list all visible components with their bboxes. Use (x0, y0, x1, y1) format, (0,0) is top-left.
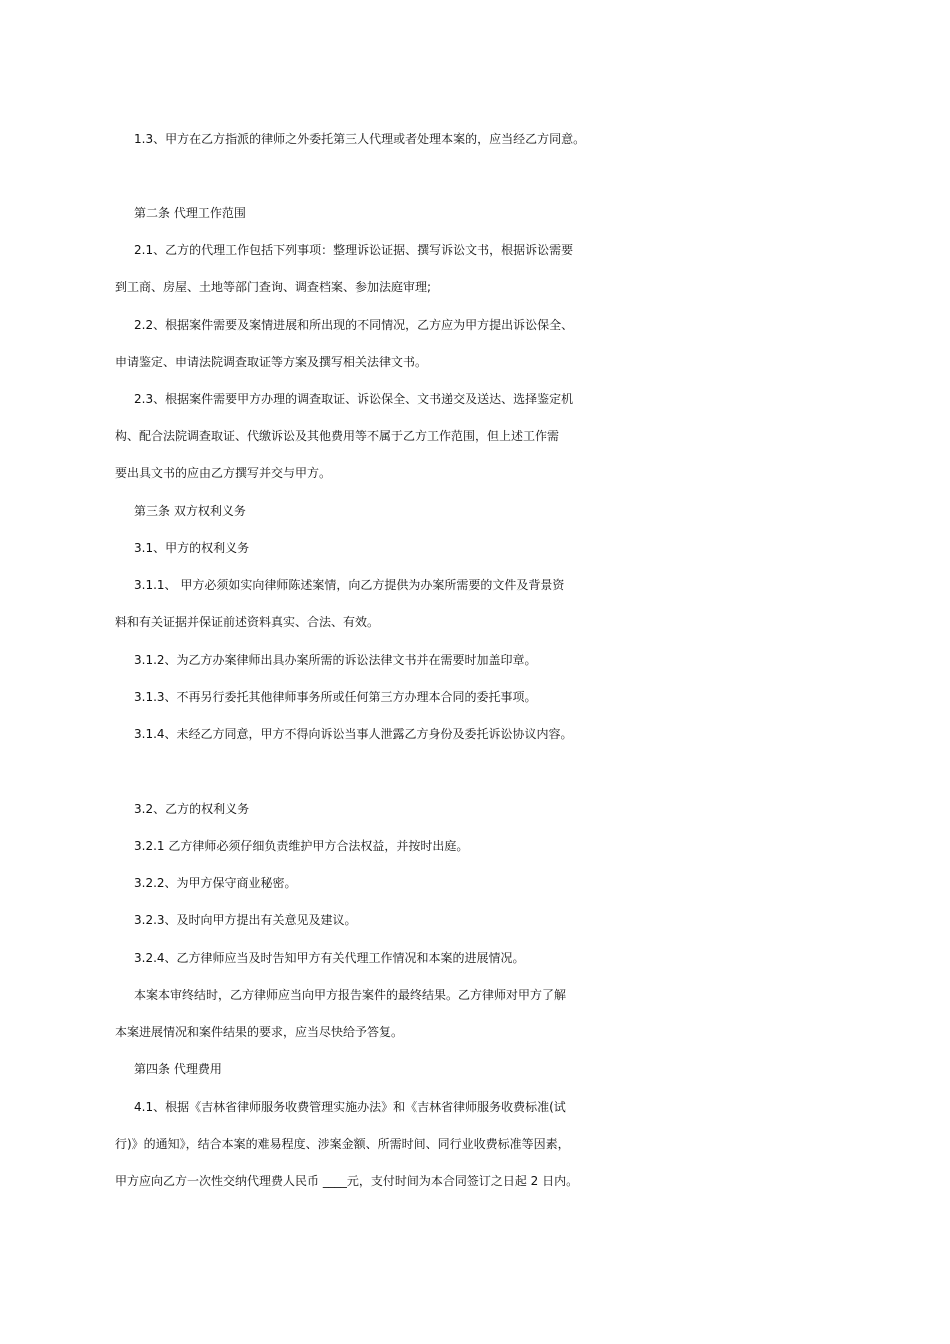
clause-3-2-4: 3.2.4、乙方律师应当及时告知甲方有关代理工作情况和本案的进展情况。 (134, 951, 525, 965)
clause-3-2-3: 3.2.3、及时向甲方提出有关意见及建议。 (134, 913, 357, 927)
clause-4-1-line-2: 行)》的通知》，结合本案的难易程度、涉案金额、所需时间、同行业收费标准等因素， (115, 1137, 570, 1151)
final-report-line-1: 本案本审终结时，乙方律师应当向甲方报告案件的最终结果。乙方律师对甲方了解 (134, 988, 567, 1002)
clause-2-2-line-1: 2.2、根据案件需要及案情进展和所出现的不同情况，乙方应为甲方提出诉讼保全、 (134, 318, 574, 332)
clause-3-1-3: 3.1.3、不再另行委托其他律师事务所或任何第三方办理本合同的委托事项。 (134, 690, 537, 704)
clause-4-1-line-1: 4.1、根据《吉林省律师服务收费管理实施办法》和《吉林省律师服务收费标准(试 (134, 1100, 566, 1114)
final-report-line-2: 本案进展情况和案件结果的要求，应当尽快给予答复。 (115, 1025, 404, 1039)
clause-3-1-heading: 3.1、甲方的权利义务 (134, 541, 250, 555)
clause-2-3-line-2: 构、配合法院调查取证、代缴诉讼及其他费用等不属于乙方工作范围，但上述工作需 (115, 429, 560, 443)
clause-3-1-1-line-1: 3.1.1、 甲方必须如实向律师陈述案情，向乙方提供为办案所需要的文件及背景资 (134, 578, 565, 592)
clause-3-1-4: 3.1.4、未经乙方同意，甲方不得向诉讼当事人泄露乙方身份及委托诉讼协议内容。 (134, 727, 573, 741)
clause-2-3-line-1: 2.3、根据案件需要甲方办理的调查取证、诉讼保全、文书递交及送达、选择鉴定机 (134, 392, 574, 406)
clause-4-1-line-3: 甲方应向乙方一次性交纳代理费人民币 ____元，支付时间为本合同签订之日起 2 日内。 (115, 1174, 579, 1188)
article-4-heading: 第四条 代理费用 (134, 1062, 222, 1076)
clause-2-2-line-2: 申请鉴定、申请法院调查取证等方案及撰写相关法律文书。 (115, 355, 428, 369)
clause-3-1-1-line-2: 料和有关证据并保证前述资料真实、合法、有效。 (115, 615, 380, 629)
clause-1-3: 1.3、甲方在乙方指派的律师之外委托第三人代理或者处理本案的，应当经乙方同意。 (134, 132, 586, 146)
article-3-heading: 第三条 双方权利义务 (134, 504, 246, 518)
article-2-heading: 第二条 代理工作范围 (134, 206, 246, 220)
clause-3-1-2: 3.1.2、为乙方办案律师出具办案所需的诉讼法律文书并在需要时加盖印章。 (134, 653, 537, 667)
clause-2-3-line-3: 要出具文书的应由乙方撰写并交与甲方。 (115, 466, 332, 480)
clause-2-1-line-2: 到工商、房屋、土地等部门查询、调查档案、参加法庭审理; (115, 280, 432, 294)
clause-3-2-heading: 3.2、乙方的权利义务 (134, 802, 250, 816)
clause-2-1-line-1: 2.1、乙方的代理工作包括下列事项：整理诉讼证据、撰写诉讼文书，根据诉讼需要 (134, 243, 574, 257)
clause-3-2-1: 3.2.1 乙方律师必须仔细负责维护甲方合法权益，并按时出庭。 (134, 839, 469, 853)
clause-3-2-2: 3.2.2、为甲方保守商业秘密。 (134, 876, 297, 890)
